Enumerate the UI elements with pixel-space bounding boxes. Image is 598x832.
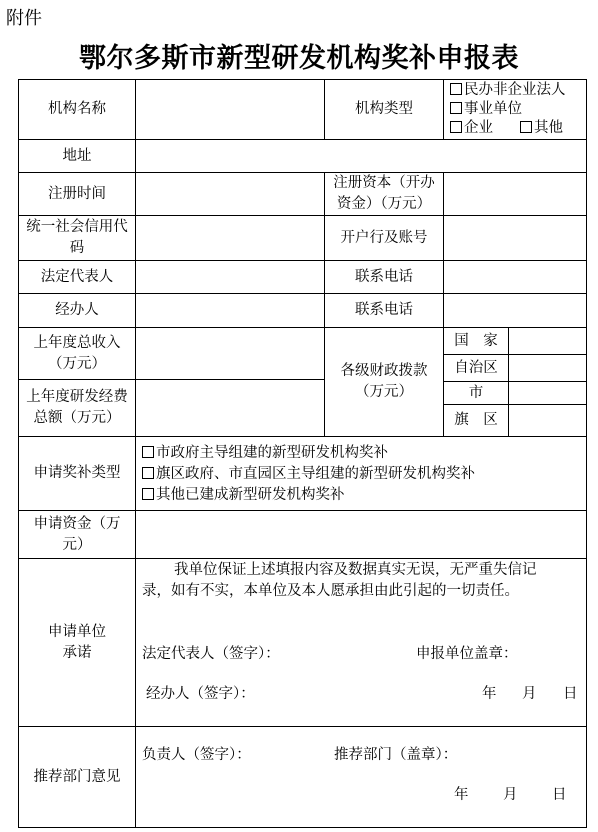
field-recommend: [135, 726, 587, 828]
label-registered-capital: [324, 172, 444, 216]
label-phone-2: [324, 293, 444, 328]
field-register-time[interactable]: [135, 172, 325, 216]
label-last-year-income: [18, 327, 136, 380]
label-address: [18, 139, 136, 173]
field-last-year-rd[interactable]: [135, 379, 325, 437]
label-last-year-rd: [18, 379, 136, 437]
recommend-date-year: 年: [454, 787, 469, 803]
field-phone-2[interactable]: [443, 293, 587, 328]
type-option-label: 民办非企业法人: [464, 82, 566, 98]
subsidy-option-city-gov[interactable]: [142, 444, 388, 462]
recommend-date-day: 日: [552, 787, 567, 803]
type-option-other[interactable]: [520, 119, 563, 137]
field-bank-account[interactable]: [443, 215, 587, 261]
commitment-date-day: 日: [563, 686, 578, 702]
field-institution-name[interactable]: [135, 79, 325, 140]
label-gov-funding: [324, 327, 444, 437]
label-subsidy-type-text: 申请奖补类型: [33, 465, 121, 481]
responsible-signature-label: 负责人（签字）：: [142, 747, 251, 763]
label-commitment-text: 申请单位承诺: [48, 623, 106, 661]
subsidy-option-district-gov[interactable]: [142, 465, 475, 483]
label-level-national: [443, 327, 509, 355]
label-level-banner-text: 旗 区: [454, 412, 498, 428]
commitment-date-month: 月: [522, 686, 537, 702]
label-phone-2-text: 联系电话: [355, 302, 413, 318]
label-credit-code: [18, 215, 136, 261]
label-register-time-text: 注册时间: [48, 185, 106, 202]
field-phone-1[interactable]: [443, 260, 587, 294]
label-credit-code-text: 统一社会信用代码: [26, 219, 128, 256]
label-level-city-text: 市: [468, 384, 484, 401]
subsidy-option-label: 其他已建成新型研发机构奖补: [156, 487, 345, 503]
label-register-time: [18, 172, 136, 216]
label-level-banner: [443, 404, 509, 437]
label-phone-1: [324, 260, 444, 294]
commitment-statement-line-1: 我单位保证上述填报内容及数据真实无误，无严重失信记: [174, 562, 537, 578]
label-handler: [18, 293, 136, 328]
checkbox-icon[interactable]: [450, 121, 462, 133]
field-apply-funds[interactable]: [135, 510, 587, 559]
label-institution-type-text: 机构类型: [355, 101, 413, 117]
label-legal-rep: [18, 260, 136, 294]
checkbox-icon[interactable]: [142, 446, 154, 458]
label-last-year-rd-text: 上年度研发经费总额（万元）: [26, 389, 128, 426]
attachment-label: 附件: [6, 8, 42, 29]
recommend-date-month: 月: [503, 787, 518, 803]
label-gov-funding-text: 各级财政拨款（万元）: [340, 363, 428, 400]
label-commitment: [18, 558, 136, 727]
label-level-city: [443, 381, 509, 405]
field-registered-capital[interactable]: [443, 172, 587, 216]
field-level-national[interactable]: [508, 327, 587, 355]
commitment-date-year: 年: [482, 686, 497, 702]
label-bank-account: [324, 215, 444, 261]
label-level-region: [443, 354, 509, 382]
field-last-year-income[interactable]: [135, 327, 325, 380]
application-form-table: [18, 79, 587, 828]
label-handler-text: 经办人: [55, 302, 99, 318]
label-last-year-income-text: 上年度总收入（万元）: [33, 334, 121, 372]
label-legal-rep-text: 法定代表人: [40, 268, 114, 285]
field-handler[interactable]: [135, 293, 325, 328]
label-level-region-text: 自治区: [454, 359, 498, 376]
dept-seal-label: 推荐部门（盖章）：: [334, 747, 458, 763]
field-level-banner[interactable]: [508, 404, 587, 437]
type-option-private-nonenterprise[interactable]: [450, 81, 566, 99]
unit-seal-label: 申报单位盖章：: [416, 646, 518, 662]
type-option-label: 其他: [534, 120, 563, 136]
checkbox-icon[interactable]: [142, 488, 154, 500]
subsidy-option-label: 市政府主导组建的新型研发机构奖补: [156, 445, 388, 461]
legal-rep-signature-label: 法定代表人（签字）：: [142, 646, 280, 662]
label-registered-capital-text: 注册资本（开办资金）（万元）: [333, 175, 435, 212]
form-title: 鄂尔多斯市新型研发机构奖补申报表: [79, 43, 519, 74]
field-legal-rep[interactable]: [135, 260, 325, 294]
checkbox-icon[interactable]: [142, 467, 154, 479]
type-option-label: 企业: [464, 120, 493, 136]
type-option-public-institution[interactable]: [450, 100, 522, 118]
label-institution-type: [324, 79, 444, 140]
checkbox-icon[interactable]: [450, 83, 462, 95]
field-address[interactable]: [135, 139, 587, 173]
subsidy-option-other[interactable]: [142, 486, 345, 504]
commitment-statement-line-2: 录，如有不实，本单位及本人愿承担由此引起的一切责任。: [142, 583, 519, 599]
field-level-city[interactable]: [508, 381, 587, 405]
label-institution-name-text: 机构名称: [48, 101, 106, 117]
label-recommend: [18, 726, 136, 828]
label-level-national-text: 国 家: [454, 332, 498, 349]
type-option-label: 事业单位: [464, 101, 522, 117]
label-institution-name: [18, 79, 136, 140]
checkbox-icon[interactable]: [520, 121, 532, 133]
checkbox-icon[interactable]: [450, 102, 462, 114]
label-recommend-text: 推荐部门意见: [33, 768, 121, 785]
field-credit-code[interactable]: [135, 215, 325, 261]
label-apply-funds-text: 申请资金（万元）: [33, 515, 121, 553]
label-phone-1-text: 联系电话: [355, 268, 413, 285]
subsidy-option-label: 旗区政府、市直园区主导组建的新型研发机构奖补: [156, 466, 475, 482]
handler-signature-label: 经办人（签字）：: [146, 686, 255, 702]
field-level-region[interactable]: [508, 354, 587, 382]
label-address-text: 地址: [62, 147, 92, 164]
label-apply-funds: [18, 510, 136, 559]
label-bank-account-text: 开户行及账号: [340, 229, 428, 246]
type-option-enterprise[interactable]: [450, 119, 493, 137]
label-subsidy-type: [18, 436, 136, 511]
